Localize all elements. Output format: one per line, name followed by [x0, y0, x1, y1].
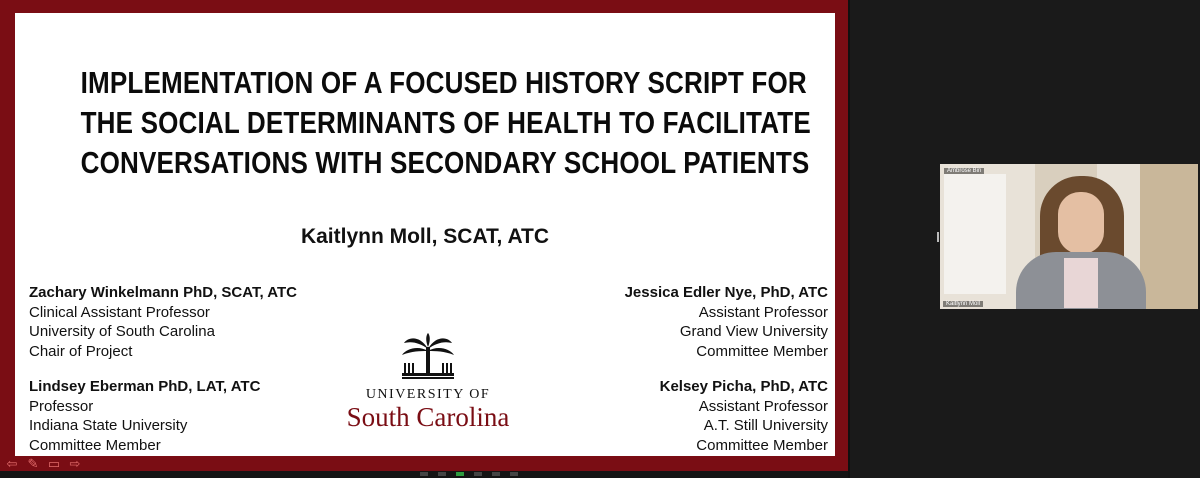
taskbar-icon	[420, 472, 428, 476]
slide-title	[80, 63, 811, 183]
arrow-right-icon[interactable]: ⇨	[69, 456, 81, 471]
tile-top-label: Ambrose Bin	[944, 168, 984, 174]
taskbar-icon	[474, 472, 482, 476]
video-doorframe	[1140, 164, 1198, 309]
panel-divider[interactable]	[848, 0, 850, 478]
member-role: Chair of Project	[29, 342, 133, 360]
title-line-1: IMPLEMENTATION OF A FOCUSED HISTORY SCRIPT FOR	[80, 65, 807, 100]
member-role: Committee Member	[29, 436, 161, 454]
presenter-name: Kaitlynn Moll, SCAT, ATC	[300, 225, 550, 248]
title-line-3: CONVERSATIONS WITH SECONDARY SCHOOL PATIENTS	[80, 145, 810, 180]
participant-name-label: Kaitlynn Moll	[943, 301, 983, 307]
taskbar-icon	[438, 472, 446, 476]
participant-video-tile[interactable]	[940, 164, 1198, 309]
arrow-left-icon[interactable]: ⇦	[6, 456, 18, 471]
taskbar-icon	[510, 472, 518, 476]
palmetto-tree-icon	[398, 333, 458, 385]
participant-face	[1058, 192, 1104, 254]
participant-shirt	[1064, 258, 1098, 308]
member-institution: A.T. Still University	[703, 417, 828, 434]
university-logo	[333, 333, 523, 445]
pen-icon[interactable]: ✎	[27, 456, 39, 471]
member-name: Kelsey Picha, PhD, ATC	[659, 378, 828, 395]
member-institution: Indiana State University	[29, 417, 188, 434]
committee-member	[660, 377, 828, 455]
member-title: Professor	[29, 397, 94, 415]
member-role: Committee Member	[696, 342, 828, 360]
member-role: Committee Member	[696, 436, 828, 454]
slide-nav-controls	[3, 455, 84, 473]
title-line-2: THE SOCIAL DETERMINANTS OF HEALTH TO FACILITATE	[80, 105, 811, 140]
video-whiteboard	[944, 174, 1006, 294]
logo-line-2: South Carolina	[346, 402, 510, 432]
taskbar-strip	[420, 472, 720, 478]
member-title: Assistant Professor	[698, 303, 828, 321]
taskbar-icon	[492, 472, 500, 476]
taskbar-icon	[456, 472, 464, 476]
member-title: Assistant Professor	[698, 397, 828, 415]
member-institution: Grand View University	[679, 323, 828, 340]
menu-icon[interactable]: ▭	[47, 456, 61, 471]
presentation-slide	[15, 13, 835, 456]
member-name: Lindsey Eberman PhD, LAT, ATC	[29, 378, 261, 395]
logo-line-1: UNIVERSITY OF	[365, 387, 491, 402]
member-name: Zachary Winkelmann PhD, SCAT, ATC	[29, 284, 297, 301]
member-name: Jessica Edler Nye, PhD, ATC	[624, 284, 828, 301]
member-title: Clinical Assistant Professor	[29, 303, 210, 321]
committee-member	[29, 377, 260, 455]
committee-member	[625, 283, 828, 361]
committee-member	[29, 283, 297, 361]
member-institution: University of South Carolina	[29, 323, 215, 340]
tile-resize-handle[interactable]	[937, 232, 939, 242]
